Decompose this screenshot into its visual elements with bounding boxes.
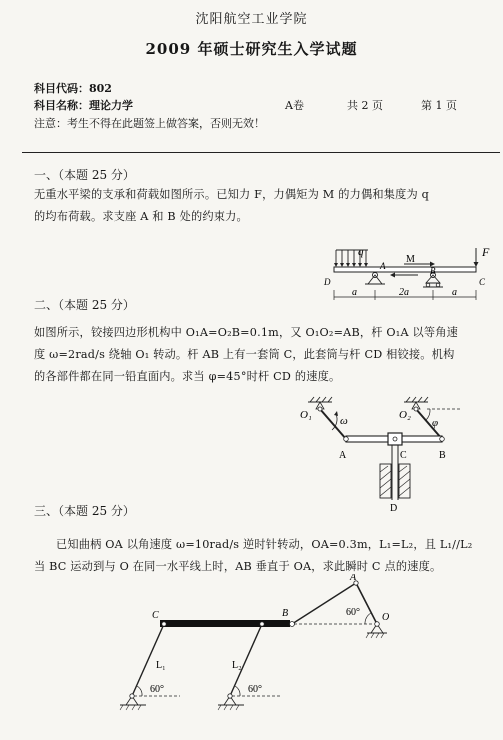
label-b: B — [430, 266, 436, 276]
beam — [334, 267, 476, 272]
angle-oa: 60° — [346, 607, 360, 618]
exam-title: 2009 年硕士研究生入学试题 — [145, 40, 358, 58]
ceiling-supports — [308, 397, 428, 402]
question-2-line-3: 的各部件都在同一铅直面内。求当 φ=45°时杆 CD 的速度。 — [34, 370, 341, 383]
label-o: O — [382, 612, 390, 623]
crank-o2b — [416, 409, 442, 439]
question-2-text — [34, 322, 490, 388]
question-1-text — [34, 184, 490, 228]
pin-support-a — [365, 273, 385, 285]
question-2-heading: 二、（本题 25 分） — [34, 298, 135, 312]
paper-version: A卷 — [285, 99, 304, 112]
question-3-line-2: 当 BC 运动到与 O 在同一水平线上时，AB 垂直于 OA，求此瞬时 C 点的速度。 — [34, 560, 442, 573]
label-a: A — [380, 261, 386, 271]
label-f: F — [482, 245, 490, 259]
label-l2: L₂ — [232, 660, 242, 671]
question-1-line-1: 无重水平梁的支承和荷载如图所示。已知力 F，力偶矩为 M 的力偶和集度为 q — [34, 188, 430, 201]
question-3-heading: 三、（本题 25 分） — [34, 504, 135, 518]
label-omega: ω — [340, 415, 348, 427]
bar-cb — [160, 620, 290, 627]
label-a: A — [350, 574, 357, 583]
dim-2a: 2a — [399, 287, 409, 298]
label-l1: L₁ — [156, 660, 166, 671]
angle-l2: 60° — [248, 684, 262, 695]
question-3-line-1: 已知曲柄 OA 以角速度 ω=10rad/s 逆时针转动，OA=0.3m，L₁=L₂，且 L₁//L₂ — [56, 538, 473, 551]
total-pages: 共 2 页 — [347, 99, 383, 112]
question-1-beam-figure — [318, 242, 500, 304]
label-phi: φ — [432, 417, 439, 429]
dim-a-right: a — [452, 287, 457, 298]
question-2-mechanism-figure — [288, 392, 478, 514]
question-2-line-2: 度 ω=2rad/s 绕轴 O₁ 转动。杆 AB 上有一套筒 C，此套筒与杆 CD 相铰接。机构 — [34, 348, 455, 361]
label-c: C — [400, 450, 407, 461]
question-1-heading: 一、（本题 25 分） — [34, 168, 135, 182]
label-o1: O₁ — [300, 409, 312, 421]
label-d: D — [324, 277, 331, 287]
label-o2: O₂ — [399, 409, 411, 421]
label-a: A — [339, 450, 347, 461]
question-3-linkage-figure — [112, 574, 412, 722]
label-c: C — [479, 277, 486, 287]
label-c: C — [152, 610, 159, 621]
label-d: D — [390, 503, 398, 514]
dim-a-left: a — [352, 287, 357, 298]
school-name: 沈阳航空工业学院 — [195, 12, 308, 27]
question-2-line-1: 如图所示，铰接四边形机构中 O₁A=O₂B=0.1m，又 O₁O₂=AB，杆 O₁A 以等角速 — [34, 326, 459, 339]
subject-name: 科目名称：理论力学 — [34, 99, 133, 112]
exam-notice: 注意：考生不得在此题签上做答案，否则无效！ — [34, 117, 265, 130]
label-b: B — [439, 450, 446, 461]
label-m: M — [406, 254, 415, 265]
header-divider — [22, 152, 500, 153]
label-q: q — [358, 246, 364, 258]
question-1-line-2: 的均布荷载。求支座 A 和 B 处的约束力。 — [34, 210, 248, 223]
question-3-text — [34, 534, 490, 578]
angle-l1: 60° — [150, 684, 164, 695]
label-b: B — [282, 608, 289, 619]
page-number: 第 1 页 — [421, 99, 457, 112]
subject-code: 科目代码：802 — [34, 82, 112, 95]
